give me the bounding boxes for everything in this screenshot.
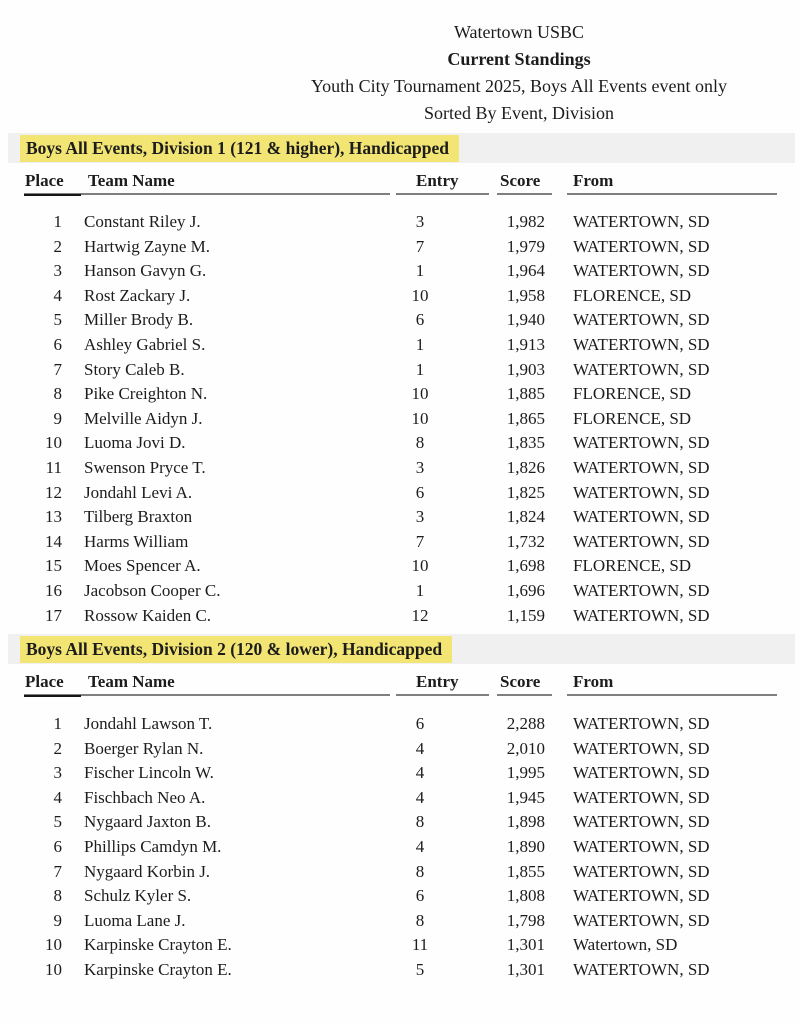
cell-from: WATERTOWN, SD (573, 261, 710, 281)
cell-entry: 6 (415, 310, 425, 330)
cell-team: Luoma Lane J. (84, 910, 186, 930)
cell-place: 10 (45, 960, 62, 980)
cell-score: 1,995 (506, 763, 545, 783)
cell-entry: 3 (415, 507, 425, 527)
cell-from: WATERTOWN, SD (573, 531, 710, 551)
division-2-column-header (24, 669, 780, 696)
cell-place: 3 (53, 763, 62, 783)
table-row (24, 761, 780, 786)
table-row (24, 407, 780, 432)
cell-place: 5 (53, 812, 62, 832)
cell-entry: 3 (415, 457, 425, 477)
cell-team: Jondahl Levi A. (84, 482, 193, 502)
cell-score: 1,732 (506, 531, 545, 551)
event-line: Youth City Tournament 2025, Boys All Events event only (310, 76, 728, 96)
column-header-from: From (573, 672, 614, 692)
cell-entry: 4 (415, 738, 425, 758)
cell-place: 7 (53, 861, 62, 881)
cell-from: WATERTOWN, SD (573, 359, 710, 379)
cell-place: 4 (53, 787, 62, 807)
cell-team: Story Caleb B. (84, 359, 185, 379)
cell-score: 1,826 (506, 457, 545, 477)
cell-entry: 3 (415, 212, 425, 231)
sort-line: Sorted By Event, Division (424, 103, 614, 123)
cell-team: Schulz Kyler S. (84, 886, 192, 906)
cell-score: 1,903 (506, 359, 545, 379)
division-1-heading: Boys All Events, Division 1 (121 & higher), Handicapped (20, 135, 459, 162)
cell-from: FLORENCE, SD (573, 408, 692, 428)
cell-from: WATERTOWN, SD (573, 738, 710, 758)
cell-score: 1,159 (506, 605, 545, 625)
column-header-team: Team Name (88, 672, 175, 692)
table-row (24, 712, 780, 737)
cell-from: WATERTOWN, SD (573, 212, 710, 231)
column-header-place: Place (25, 672, 64, 692)
cell-entry: 4 (415, 837, 425, 857)
cell-entry: 1 (415, 261, 425, 281)
underline-entry (396, 694, 489, 696)
cell-place: 7 (53, 359, 62, 379)
cell-place: 10 (45, 433, 62, 453)
cell-score: 1,964 (506, 261, 545, 281)
cell-score: 1,898 (506, 812, 545, 832)
cell-score: 1,945 (506, 787, 545, 807)
cell-score: 1,940 (506, 310, 545, 330)
cell-from: WATERTOWN, SD (573, 580, 710, 600)
table-row (24, 884, 780, 909)
cell-score: 2,288 (506, 714, 545, 734)
division-1-band (8, 133, 795, 163)
cell-score: 1,913 (506, 334, 545, 354)
cell-team: Karpinske Crayton E. (84, 960, 232, 980)
cell-from: WATERTOWN, SD (573, 482, 710, 502)
cell-from: FLORENCE, SD (573, 285, 692, 305)
cell-from: WATERTOWN, SD (573, 812, 710, 832)
underline-score (497, 193, 552, 195)
cell-entry: 8 (415, 861, 425, 881)
division-1-column-header (24, 168, 780, 195)
cell-team: Nygaard Jaxton B. (84, 812, 212, 832)
cell-entry: 11 (411, 935, 429, 955)
table-row (24, 786, 780, 811)
cell-team: Boerger Rylan N. (84, 738, 204, 758)
cell-entry: 1 (415, 334, 425, 354)
table-row (24, 909, 780, 934)
table-row (24, 554, 780, 579)
cell-team: Pike Creighton N. (84, 384, 208, 404)
underline-place (24, 194, 81, 196)
cell-place: 9 (53, 910, 62, 930)
cell-score: 1,855 (506, 861, 545, 881)
division-2-band (8, 634, 795, 664)
table-row (24, 860, 780, 885)
cell-from: WATERTOWN, SD (573, 763, 710, 783)
cell-team: Moes Spencer A. (84, 556, 201, 576)
cell-place: 16 (45, 580, 62, 600)
cell-entry: 12 (411, 605, 429, 625)
cell-from: WATERTOWN, SD (573, 433, 710, 453)
cell-from: WATERTOWN, SD (573, 861, 710, 881)
table-row (24, 579, 780, 604)
cell-team: Jacobson Cooper C. (84, 580, 221, 600)
cell-score: 2,010 (506, 738, 545, 758)
cell-entry: 4 (415, 787, 425, 807)
cell-score: 1,835 (506, 433, 545, 453)
cell-place: 8 (53, 384, 62, 404)
cell-entry: 6 (415, 714, 425, 734)
cell-place: 6 (53, 837, 62, 857)
cell-score: 1,798 (506, 910, 545, 930)
cell-from: WATERTOWN, SD (573, 507, 710, 527)
table-row (24, 308, 780, 333)
division-2-heading: Boys All Events, Division 2 (120 & lower), Handicapped (20, 636, 452, 663)
cell-score: 1,958 (506, 285, 545, 305)
cell-team: Tilberg Braxton (84, 507, 193, 527)
table-row (24, 456, 780, 481)
cell-team: Jondahl Lawson T. (84, 714, 213, 734)
cell-entry: 4 (415, 763, 425, 783)
column-header-score: Score (500, 171, 541, 190)
cell-place: 2 (53, 236, 62, 256)
cell-place: 6 (53, 334, 62, 354)
cell-place: 1 (53, 212, 62, 231)
cell-place: 14 (45, 531, 62, 551)
cell-place: 13 (45, 507, 62, 527)
table-row (24, 505, 780, 530)
cell-from: WATERTOWN, SD (573, 236, 710, 256)
table-row (24, 210, 780, 235)
table-row (24, 481, 780, 506)
cell-score: 1,982 (506, 212, 545, 231)
cell-place: 4 (53, 285, 62, 305)
cell-from: WATERTOWN, SD (573, 960, 710, 980)
table-row (24, 604, 780, 629)
cell-from: WATERTOWN, SD (573, 886, 710, 906)
cell-from: WATERTOWN, SD (573, 457, 710, 477)
table-row (24, 333, 780, 358)
cell-place: 12 (45, 482, 62, 502)
cell-entry: 10 (411, 408, 429, 428)
division-1-rows (24, 210, 780, 628)
cell-place: 2 (53, 738, 62, 758)
division-2-table (24, 669, 780, 983)
division-1-table (24, 168, 780, 628)
table-row (24, 284, 780, 309)
table-row (24, 810, 780, 835)
cell-team: Rossow Kaiden C. (84, 605, 212, 625)
org-name: Watertown USBC (453, 22, 585, 42)
column-header-from: From (573, 171, 614, 190)
cell-from: FLORENCE, SD (573, 556, 692, 576)
cell-score: 1,696 (506, 580, 545, 600)
cell-score: 1,301 (506, 935, 545, 955)
cell-entry: 5 (415, 960, 425, 980)
cell-place: 17 (45, 605, 62, 625)
cell-from: Watertown, SD (573, 935, 678, 955)
cell-team: Hartwig Zayne M. (84, 236, 211, 256)
underline-from (567, 193, 777, 195)
cell-score: 1,825 (506, 482, 545, 502)
cell-entry: 8 (415, 910, 425, 930)
report-title: Current Standings (447, 49, 591, 69)
column-header-score: Score (500, 672, 541, 692)
cell-entry: 10 (411, 285, 429, 305)
cell-entry: 6 (415, 886, 425, 906)
table-row (24, 530, 780, 555)
table-row (24, 382, 780, 407)
cell-entry: 1 (415, 580, 425, 600)
cell-place: 3 (53, 261, 62, 281)
document-header (238, 19, 800, 127)
underline-from (567, 694, 777, 696)
cell-score: 1,979 (506, 236, 545, 256)
cell-entry: 10 (411, 556, 429, 576)
cell-entry: 8 (415, 433, 425, 453)
cell-team: Melville Aidyn J. (84, 408, 203, 428)
column-header-team: Team Name (88, 171, 175, 190)
cell-place: 9 (53, 408, 62, 428)
cell-entry: 7 (415, 236, 425, 256)
cell-from: WATERTOWN, SD (573, 910, 710, 930)
table-row (24, 431, 780, 456)
underline-entry (396, 193, 489, 195)
column-header-entry: Entry (416, 672, 459, 692)
cell-team: Phillips Camdyn M. (84, 837, 222, 857)
cell-team: Miller Brody B. (84, 310, 194, 330)
underline-place (24, 695, 81, 697)
cell-from: WATERTOWN, SD (573, 787, 710, 807)
cell-entry: 7 (415, 531, 425, 551)
table-row (24, 835, 780, 860)
cell-team: Hanson Gavyn G. (84, 261, 207, 281)
cell-team: Karpinske Crayton E. (84, 935, 232, 955)
cell-team: Fischbach Neo A. (84, 787, 206, 807)
cell-score: 1,865 (506, 408, 545, 428)
cell-score: 1,808 (506, 886, 545, 906)
cell-place: 15 (45, 556, 62, 576)
cell-place: 1 (53, 714, 62, 734)
cell-team: Rost Zackary J. (84, 285, 191, 305)
column-header-place: Place (25, 171, 64, 190)
cell-score: 1,824 (506, 507, 545, 527)
cell-team: Nygaard Korbin J. (84, 861, 211, 881)
cell-from: WATERTOWN, SD (573, 837, 710, 857)
division-2-rows (24, 712, 780, 983)
cell-entry: 1 (415, 359, 425, 379)
cell-team: Harms William (84, 531, 189, 551)
column-header-entry: Entry (416, 171, 459, 190)
cell-score: 1,301 (506, 960, 545, 980)
cell-from: WATERTOWN, SD (573, 714, 710, 734)
cell-place: 5 (53, 310, 62, 330)
table-row (24, 358, 780, 383)
cell-from: WATERTOWN, SD (573, 310, 710, 330)
cell-from: WATERTOWN, SD (573, 605, 710, 625)
cell-from: WATERTOWN, SD (573, 334, 710, 354)
table-row (24, 958, 780, 983)
cell-from: FLORENCE, SD (573, 384, 692, 404)
cell-score: 1,890 (506, 837, 545, 857)
cell-place: 11 (45, 457, 62, 477)
cell-entry: 10 (411, 384, 429, 404)
cell-score: 1,885 (506, 384, 545, 404)
table-row (24, 737, 780, 762)
cell-team: Fischer Lincoln W. (84, 763, 214, 783)
table-row (24, 259, 780, 284)
cell-team: Ashley Gabriel S. (84, 334, 206, 354)
cell-entry: 6 (415, 482, 425, 502)
cell-team: Swenson Pryce T. (84, 457, 206, 477)
cell-place: 10 (45, 935, 62, 955)
cell-team: Luoma Jovi D. (84, 433, 186, 453)
table-row (24, 235, 780, 260)
cell-place: 8 (53, 886, 62, 906)
cell-entry: 8 (415, 812, 425, 832)
cell-team: Constant Riley J. (84, 212, 201, 231)
underline-score (497, 694, 552, 696)
table-row (24, 933, 780, 958)
cell-score: 1,698 (506, 556, 545, 576)
